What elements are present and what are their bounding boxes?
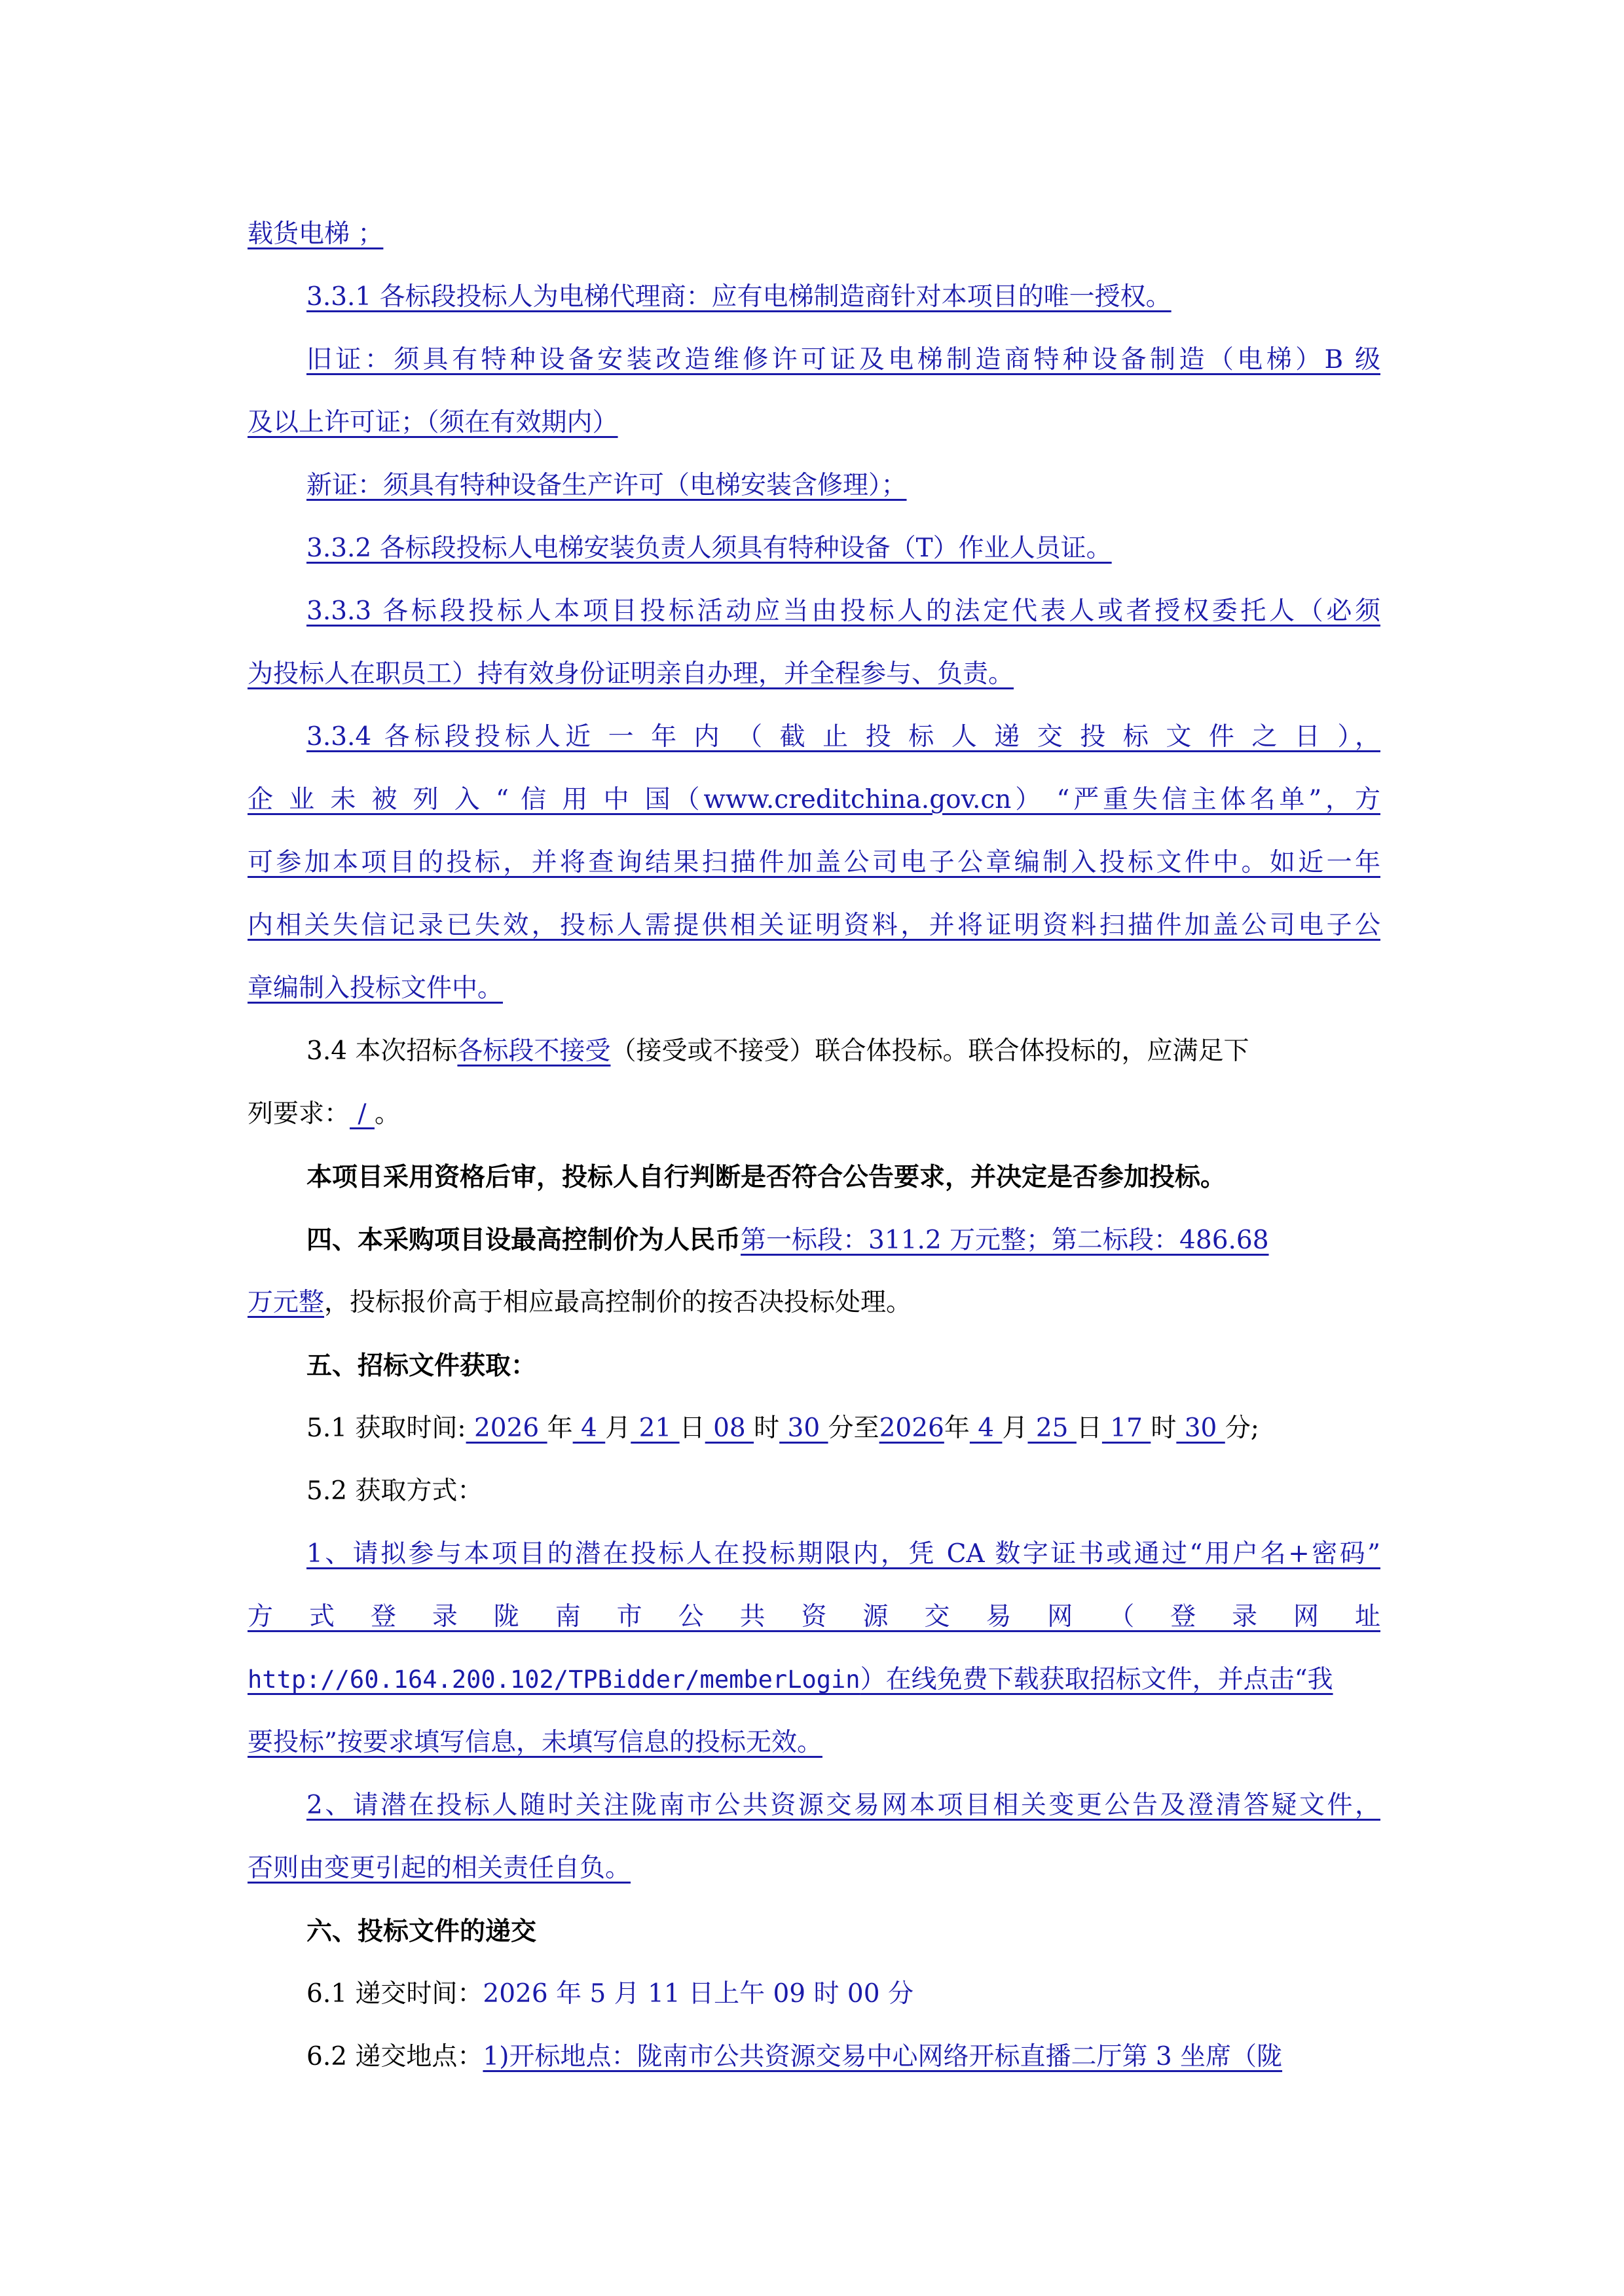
text-line bbox=[248, 1774, 1380, 1837]
date-value: 21 bbox=[631, 1413, 680, 1443]
underlined-text: 1、请拟参与本项目的潜在投标人在投标期限内，凭 CA 数字证书或通过“用户名+密码” bbox=[306, 1539, 1380, 1569]
text-line bbox=[248, 831, 1380, 894]
underlined-text: 万元整 bbox=[248, 1288, 325, 1317]
plain-text: 分至 bbox=[828, 1413, 879, 1443]
plain-text: 。 bbox=[374, 1099, 400, 1129]
underlined-text: 方 式 登 录 陇 南 市 公 共 资 源 交 易 网 （ 登 录 网 址 bbox=[248, 1602, 1380, 1631]
text-line bbox=[248, 1334, 1380, 1397]
text-line bbox=[248, 706, 1380, 769]
document-page bbox=[248, 203, 1380, 2088]
text-line bbox=[248, 769, 1380, 831]
date-value: 2026 bbox=[879, 1413, 944, 1443]
underlined-text: 3.3.1 各标段投标人为电梯代理商：应有电梯制造商针对本项目的唯一授权。 bbox=[306, 282, 1172, 312]
text-line bbox=[248, 1083, 1380, 1146]
date-value: 30 bbox=[779, 1413, 828, 1443]
plain-text: 时 bbox=[1151, 1413, 1177, 1443]
text-line bbox=[248, 643, 1380, 706]
underlined-text: 3.3.3 各标段投标人本项目投标活动应当由投标人的法定代表人或者授权委托人（必须 bbox=[306, 596, 1380, 626]
underlined-text: 载货电梯 ； bbox=[248, 219, 384, 249]
text-line bbox=[248, 1020, 1380, 1083]
underlined-text: 各标段不接受 bbox=[457, 1036, 611, 1066]
text-line bbox=[248, 266, 1380, 329]
text-line bbox=[248, 1900, 1380, 1963]
date-value: 17 bbox=[1101, 1413, 1151, 1443]
text-line bbox=[248, 1586, 1380, 1649]
text-line bbox=[248, 1271, 1380, 1334]
text-line bbox=[248, 1397, 1380, 1460]
plain-text: 月 bbox=[1002, 1413, 1028, 1443]
plain-text: 列要求： bbox=[248, 1099, 350, 1129]
date-value: 30 bbox=[1176, 1413, 1225, 1443]
text-line bbox=[248, 1460, 1380, 1523]
text-line bbox=[248, 2026, 1380, 2088]
text-line bbox=[248, 1523, 1380, 1586]
section-heading: 五、招标文件获取： bbox=[306, 1351, 537, 1381]
login-url-link[interactable]: http://60.164.200.102/TPBidder/memberLogin bbox=[248, 1666, 860, 1694]
text-line bbox=[248, 1649, 1380, 1711]
date-value: 08 bbox=[705, 1413, 754, 1443]
underlined-text: 可参加本项目的投标，并将查询结果扫描件加盖公司电子公章编制入投标文件中。如近一年 bbox=[248, 848, 1380, 877]
plain-text: 年 bbox=[547, 1413, 573, 1443]
underlined-text: 3.3.2 各标段投标人电梯安装负责人须具有特种设备（T）作业人员证。 bbox=[306, 534, 1112, 563]
text-line bbox=[248, 1146, 1380, 1209]
underlined-text: 2、请潜在投标人随时关注陇南市公共资源交易网本项目相关变更公告及澄清答疑文件， bbox=[306, 1791, 1380, 1820]
plain-text: ，投标报价高于相应最高控制价的按否决投标处理。 bbox=[324, 1288, 912, 1317]
underlined-text: 新证：须具有特种设备生产许可（电梯安装含修理）； bbox=[306, 471, 907, 500]
plain-text: 月 bbox=[605, 1413, 631, 1443]
text-line bbox=[248, 957, 1380, 1020]
underlined-text: 第一标段：311.2 万元整；第二标段：486.68 bbox=[741, 1226, 1269, 1255]
underlined-text: 要投标”按要求填写信息，未填写信息的投标无效。 bbox=[248, 1728, 822, 1757]
text-line bbox=[248, 1963, 1380, 2026]
text-line bbox=[248, 1837, 1380, 1900]
text-line bbox=[248, 1209, 1380, 1271]
plain-text: 5.1 获取时间: bbox=[306, 1413, 466, 1443]
text-line bbox=[248, 580, 1380, 643]
plain-text: 6.1 递交时间： bbox=[306, 1979, 483, 2009]
text-line bbox=[248, 1711, 1380, 1774]
underlined-text: 旧证：须具有特种设备安装改造维修许可证及电梯制造商特种设备制造（电梯）B 级 bbox=[306, 345, 1380, 374]
plain-text: 年 bbox=[944, 1413, 970, 1443]
bold-notice: 本项目采用资格后审，投标人自行判断是否符合公告要求，并决定是否参加投标。 bbox=[306, 1162, 1227, 1192]
plain-text: 日 bbox=[679, 1413, 705, 1443]
submission-time: 2026 年 5 月 11 日上午 09 时 00 分 bbox=[483, 1979, 913, 2009]
date-value: 4 bbox=[969, 1413, 1003, 1443]
date-value: 2026 bbox=[466, 1413, 547, 1443]
section-heading: 四、本采购项目设最高控制价为人民币 bbox=[306, 1225, 741, 1255]
underlined-text: 3.3.4 各标段投标人近 一 年 内 （ 截 止 投 标 人 递 交 投 标 文 件 之 日 ）， bbox=[306, 722, 1380, 752]
text-line bbox=[248, 517, 1380, 580]
section-heading: 六、投标文件的递交 bbox=[306, 1916, 537, 1946]
underlined-text: 企 业 未 被 列 入 “ 信 用 中 国（www.creditchina.gov.cn） “严重失信主体名单”，方 bbox=[248, 785, 1380, 814]
date-value: 25 bbox=[1027, 1413, 1077, 1443]
underlined-text: 1)开标地点：陇南市公共资源交易中心网络开标直播二厅第 3 坐席（陇 bbox=[483, 2042, 1283, 2071]
plain-text: （接受或不接受）联合体投标。联合体投标的，应满足下 bbox=[610, 1036, 1249, 1066]
underlined-text: 否则由变更引起的相关责任自负。 bbox=[248, 1853, 631, 1883]
underlined-text: 章编制入投标文件中。 bbox=[248, 974, 504, 1003]
plain-text: 5.2 获取方式： bbox=[306, 1476, 483, 1506]
text-line bbox=[248, 392, 1380, 454]
plain-text: 分; bbox=[1225, 1413, 1259, 1443]
plain-text: 3.4 本次招标 bbox=[306, 1036, 458, 1066]
underlined-text: ）在线免费下载获取招标文件，并点击“我 bbox=[860, 1665, 1333, 1694]
text-line bbox=[248, 894, 1380, 957]
plain-text: 6.2 递交地点： bbox=[306, 2042, 483, 2071]
underlined-text: 为投标人在职员工）持有效身份证明亲自办理，并全程参与、负责。 bbox=[248, 659, 1014, 689]
plain-text: 时 bbox=[754, 1413, 780, 1443]
underlined-text: 及以上许可证；（须在有效期内） bbox=[248, 408, 618, 437]
date-value: 4 bbox=[572, 1413, 606, 1443]
text-line bbox=[248, 454, 1380, 517]
underlined-text: 内相关失信记录已失效，投标人需提供相关证明资料，并将证明资料扫描件加盖公司电子公 bbox=[248, 911, 1380, 940]
text-line bbox=[248, 203, 1380, 266]
underlined-text: / bbox=[350, 1099, 375, 1129]
text-line bbox=[248, 329, 1380, 392]
plain-text: 日 bbox=[1076, 1413, 1102, 1443]
